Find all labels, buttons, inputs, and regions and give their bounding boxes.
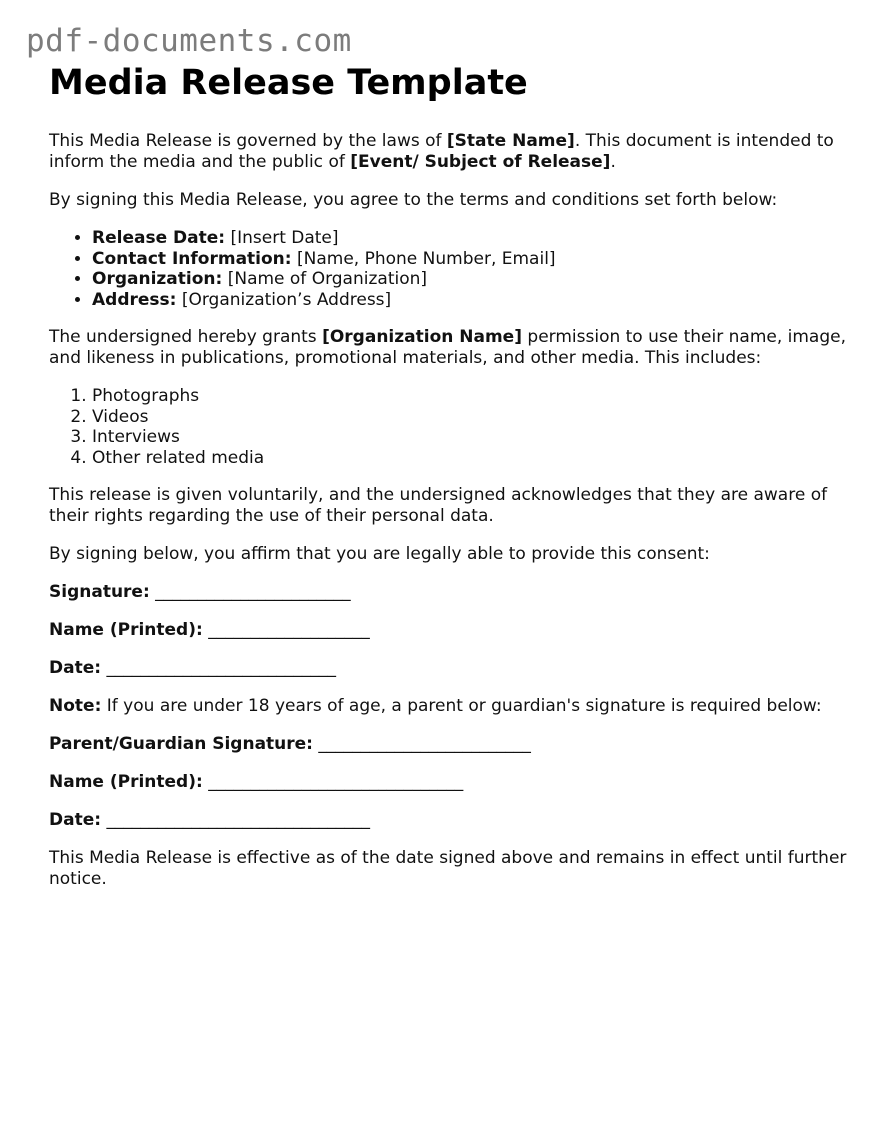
detail-value: [Insert Date] (225, 228, 339, 248)
guardian-signature-label: Parent/Guardian Signature: (49, 734, 313, 754)
detail-label: Release Date: (92, 228, 226, 248)
guardian-signature-blank[interactable]: _________________________ (312, 734, 531, 754)
intro-text-3: . (610, 152, 616, 172)
details-list (49, 228, 849, 310)
affirm-paragraph: By signing below, you affirm that you are legally able to provide this consent: (49, 544, 710, 564)
note-paragraph (49, 696, 849, 717)
intro-text-1: This Media Release is governed by the laws of (49, 131, 447, 151)
list-item-contact-information (92, 249, 849, 270)
detail-label: Address: (92, 289, 177, 310)
guardian-name-printed-label: Name (Printed): (49, 772, 203, 792)
list-item: 4. Other related media (92, 448, 849, 469)
page-title: Media Release Template (49, 63, 528, 103)
agreement-paragraph: By signing this Media Release, you agree to the terms and conditions set forth below: (49, 190, 778, 210)
guardian-signature-field[interactable] (49, 734, 849, 755)
event-placeholder: [Event/ Subject of Release] (350, 152, 611, 172)
name-printed-blank[interactable]: ___________________ (202, 620, 370, 640)
organization-name-placeholder: [Organization Name] (322, 327, 522, 347)
guardian-name-printed-blank[interactable]: ______________________________ (202, 772, 464, 792)
detail-value: [Name, Phone Number, Email] (291, 248, 556, 269)
detail-label: Contact Information: (92, 248, 292, 269)
list-item: 2. Videos (92, 407, 849, 428)
signature-blank[interactable]: _______________________ (149, 582, 351, 602)
list-item-release-date (92, 228, 849, 249)
grant-paragraph (49, 327, 849, 369)
signature-label: Signature: (49, 582, 150, 602)
note-text: If you are under 18 years of age, a parent or guardian's signature is required below: (101, 696, 822, 716)
grant-text-2: permission to use their name, image, and likeness in publications, promotional materials, and other media. This includes: (49, 327, 846, 368)
signature-field[interactable] (49, 582, 849, 603)
intro-text-2: . This document is intended to inform the media and the public of (49, 131, 834, 172)
closing-paragraph: This Media Release is effective as of the date signed above and remains in effect until further notice. (49, 848, 847, 889)
detail-value: [Organization’s Address] (176, 289, 392, 310)
name-printed-field[interactable] (49, 620, 849, 641)
date-field[interactable] (49, 658, 849, 679)
document-page (49, 62, 849, 907)
intro-paragraph (49, 131, 849, 173)
date-label: Date: (49, 658, 102, 678)
guardian-name-printed-field[interactable] (49, 772, 849, 793)
list-item-address (92, 290, 849, 311)
name-printed-label: Name (Printed): (49, 620, 203, 640)
detail-value: [Name of Organization] (222, 269, 428, 289)
list-item: 1. Photographs (92, 386, 849, 407)
grant-text-1: The undersigned hereby grants (49, 327, 323, 347)
guardian-date-field[interactable] (49, 810, 849, 831)
media-types-list (49, 386, 849, 468)
guardian-date-blank[interactable]: _______________________________ (101, 810, 370, 830)
date-blank[interactable]: ___________________________ (101, 658, 336, 678)
voluntary-paragraph: This release is given voluntarily, and the undersigned acknowledges that they are aware of their rights regarding the use of their personal data. (49, 485, 828, 526)
list-item: 3. Interviews (92, 427, 849, 448)
note-label: Note: (49, 696, 102, 716)
guardian-date-label: Date: (49, 810, 102, 830)
detail-label: Organization: (92, 269, 223, 289)
state-name-placeholder: [State Name] (446, 131, 575, 151)
list-item-organization (92, 269, 849, 290)
watermark: pdf-documents.com (26, 23, 352, 59)
